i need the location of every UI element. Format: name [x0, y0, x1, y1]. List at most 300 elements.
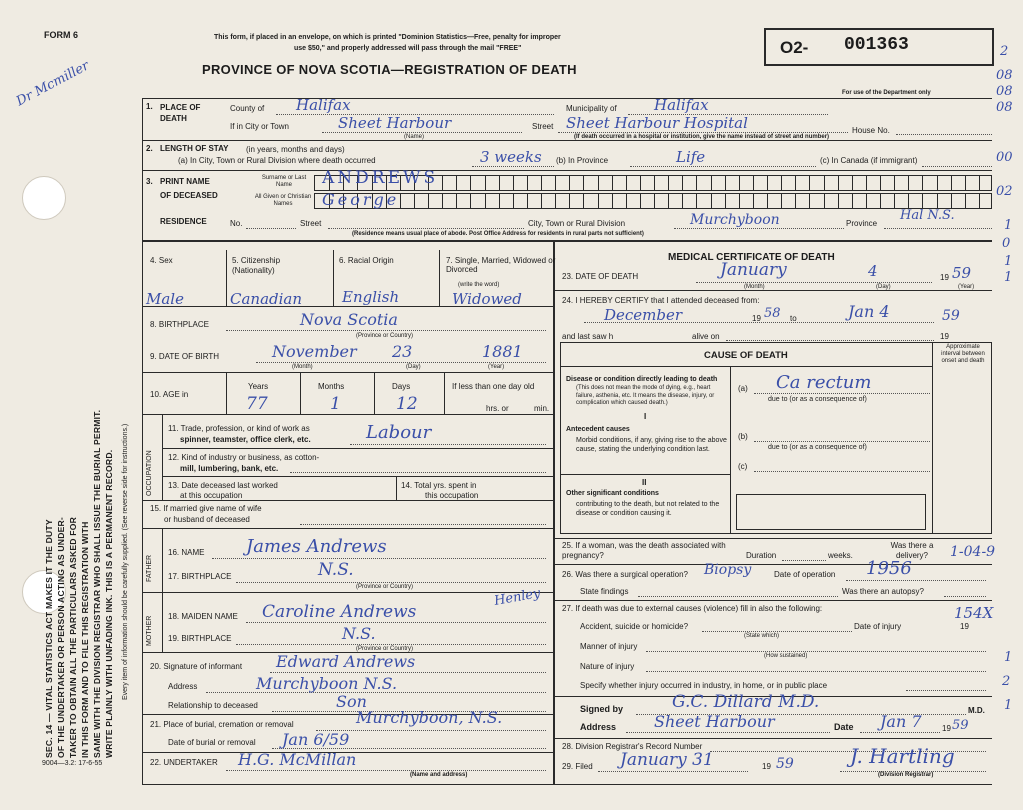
rule	[333, 250, 334, 306]
roman-i: I	[644, 412, 647, 421]
letter-cell-divider	[400, 194, 401, 208]
letter-cell-divider	[739, 176, 740, 190]
letter-cell-divider	[908, 176, 909, 190]
letter-cell-divider	[725, 176, 726, 190]
filed-value: January 31	[620, 750, 714, 770]
sig-address-value: Sheet Harbour	[654, 712, 775, 731]
months-label: Months	[318, 382, 345, 391]
letter-cell-divider	[640, 176, 641, 190]
notice-line-2: use $50," and properly addressed will pass through the mail "FREE"	[294, 45, 522, 52]
d24-to: Jan 4	[848, 302, 890, 321]
rule	[553, 538, 992, 539]
letter-cell-divider	[583, 176, 584, 190]
given-label: All Given or Christian Names	[254, 194, 312, 207]
letter-cell-divider	[527, 176, 528, 190]
dob-month-sub: (Month)	[292, 364, 313, 370]
registrar-sub: (Division Registrar)	[878, 772, 934, 778]
informant-sig-label: 20. Signature of informant	[150, 662, 243, 671]
rule	[350, 444, 546, 445]
occupation-side: OCCUPATION	[146, 450, 153, 496]
rule	[270, 672, 546, 673]
rule	[162, 448, 553, 449]
stay-label: LENGTH OF STAY	[160, 144, 229, 153]
weeks-label: weeks.	[828, 551, 853, 560]
rule	[598, 771, 748, 772]
injury-date-label: Date of injury	[854, 622, 902, 631]
letter-cell-divider	[456, 176, 457, 190]
citizenship-label: 5. Citizenship (Nationality)	[232, 256, 281, 275]
rule	[142, 414, 553, 415]
name-sub: (Name)	[404, 134, 425, 140]
lessday-label: If less than one day old	[452, 382, 535, 391]
letter-cell-divider	[880, 176, 881, 190]
trade-label: 11. Trade, profession, or kind of work as	[168, 424, 310, 433]
filed-yr: 59	[776, 756, 794, 772]
rule	[560, 366, 932, 367]
rule	[726, 340, 934, 341]
residence-city-label: City, Town or Rural Division	[528, 219, 626, 228]
stay-b-value: Life	[676, 148, 706, 166]
letter-cell-divider	[569, 194, 570, 208]
rule	[696, 282, 932, 283]
sig-date-label: Date	[834, 722, 854, 732]
accident-label: Accident, suicide or homicide?	[580, 622, 689, 631]
letter-cell-divider	[583, 194, 584, 208]
d24-from-yr-pre: 19	[752, 314, 761, 323]
rule	[142, 170, 992, 171]
rule	[626, 732, 830, 733]
d24-to-label: to	[790, 314, 797, 323]
deceased-num: 3.	[146, 177, 153, 186]
punch-hole-top	[22, 176, 66, 220]
birthplace-value: Nova Scotia	[300, 310, 398, 329]
letter-cell-divider	[513, 194, 514, 208]
d24-from: December	[604, 306, 683, 324]
rule	[754, 441, 930, 442]
rule	[142, 500, 553, 501]
injury-yr: 19	[960, 622, 969, 631]
marital-sub: (write the word)	[458, 282, 500, 288]
residence-street-label: Street	[300, 219, 322, 228]
dateop-value: 1956	[866, 558, 912, 579]
side-code-handwritten: Dr Mcmiller	[14, 58, 92, 110]
cause-a-label: (a)	[738, 384, 748, 393]
letter-cell-divider	[937, 176, 938, 190]
letter-cell-divider	[612, 194, 613, 208]
letter-cell-divider	[527, 194, 528, 208]
letter-cell-divider	[513, 176, 514, 190]
marital-label: 7. Single, Married, Widowed or Divorced	[446, 256, 556, 274]
d23-month-sub: (Month)	[744, 284, 765, 290]
street-label: Street	[532, 122, 554, 131]
city-value: Sheet Harbour	[338, 114, 452, 132]
last-saw-label: and last saw h	[562, 332, 614, 341]
specify-label: Specify whether injury occurred in industry, in home, or in public place	[580, 681, 828, 690]
sidebar-line-3: TAKER TO OBTAIN ALL THE PARTICULARS ASKED FOR	[68, 516, 78, 758]
dob-month: November	[272, 342, 357, 361]
municipality-label: Municipality of	[566, 104, 617, 113]
letter-cell-divider	[626, 194, 627, 208]
rule	[142, 240, 992, 242]
manner-label: Manner of injury	[580, 642, 638, 651]
rule	[142, 528, 553, 529]
letter-cell-divider	[979, 176, 980, 190]
rule	[142, 592, 553, 593]
rule	[162, 476, 553, 477]
birthplace-label: 8. BIRTHPLACE	[150, 320, 209, 329]
rule	[246, 228, 296, 229]
residence-province-label: Province	[846, 219, 878, 228]
letter-cell-divider	[654, 194, 655, 208]
stay-num: 2.	[146, 144, 153, 153]
industry-label-2: mill, lumbering, bank, etc.	[180, 464, 279, 473]
letter-cell-divider	[640, 194, 641, 208]
d23-label: 23. DATE OF DEATH	[562, 272, 639, 281]
sex-label: 4. Sex	[150, 256, 173, 265]
residence-label: RESIDENCE	[160, 217, 207, 226]
place-label: PLACE OF DEATH	[160, 103, 201, 123]
medical-title: MEDICAL CERTIFICATE OF DEATH	[668, 252, 835, 263]
rule	[212, 558, 546, 559]
rule	[162, 528, 163, 652]
other-label: Other significant conditions	[566, 490, 659, 497]
months-value: 1	[330, 394, 341, 414]
letter-cell-divider	[795, 194, 796, 208]
racial-label: 6. Racial Origin	[339, 256, 394, 265]
sig-date-yr: 59	[952, 718, 969, 733]
sidebar-line-4: IN THIS FORM AND TO FILE THIS REGISTRATION WITH	[80, 521, 90, 758]
letter-cell-divider	[711, 194, 712, 208]
letter-cell-divider	[555, 194, 556, 208]
rule	[328, 228, 524, 229]
letter-cell-divider	[894, 194, 895, 208]
rule	[884, 228, 992, 229]
father-birth-sub: (Province or Country)	[356, 584, 414, 590]
rule	[896, 134, 992, 135]
given-grid	[314, 193, 992, 209]
sidebar-line-6: SAME WITH THE DIVISION REGISTRAR WHO SHALL ISSUE THE BURIAL PERMIT.	[92, 409, 102, 758]
mother-name-extra: Henley	[493, 586, 542, 609]
rule	[396, 476, 397, 500]
reg-prefix: O2-	[780, 38, 809, 57]
rule	[553, 564, 992, 565]
letter-cell-divider	[753, 176, 754, 190]
letter-cell-divider	[809, 194, 810, 208]
signed-value: G.C. Dillard M.D.	[672, 692, 820, 712]
rule	[553, 600, 992, 601]
rule	[444, 372, 445, 414]
margin-code: 1	[1004, 254, 1013, 269]
father-name-label: 16. NAME	[168, 548, 205, 557]
municipality-value: Halifax	[654, 96, 709, 114]
rule	[553, 240, 555, 784]
informant-address-label: Address	[168, 682, 198, 691]
days-label: Days	[392, 382, 411, 391]
md-label: M.D.	[968, 706, 985, 715]
letter-cell-divider	[470, 176, 471, 190]
autopsy-label: Was there an autopsy?	[842, 587, 924, 596]
letter-cell-divider	[838, 194, 839, 208]
cause-title: CAUSE OF DEATH	[704, 350, 788, 361]
letter-cell-divider	[866, 176, 867, 190]
other-note: contributing to the death, but not related to the disease or condition causing it.	[576, 501, 720, 517]
letter-cell-divider	[937, 194, 938, 208]
stay-sub: (in years, months and days)	[246, 145, 345, 154]
letter-cell-divider	[612, 176, 613, 190]
margin-code: 154X	[954, 604, 994, 622]
informant-address-value: Murchyboon N.S.	[256, 674, 398, 693]
antecedent-note: Morbid conditions, if any, giving rise to the above cause, stating the underlying condition last.	[576, 437, 727, 453]
rule	[754, 471, 930, 472]
sidebar-line-2: OF THE UNDERTAKER OR PERSON ACTING AS UNDER-	[56, 517, 66, 758]
years-value: 77	[246, 394, 268, 414]
rule	[142, 372, 553, 373]
years-label: Years	[248, 382, 269, 391]
letter-cell-divider	[739, 194, 740, 208]
rule	[674, 228, 844, 229]
rule	[906, 690, 986, 691]
d23-day: 4	[868, 262, 878, 280]
letter-cell-divider	[894, 176, 895, 190]
letter-cell-divider	[470, 194, 471, 208]
trade-value: Labour	[366, 422, 432, 443]
signed-label: Signed by	[580, 704, 624, 714]
letter-cell-divider	[880, 194, 881, 208]
letter-cell-divider	[852, 176, 853, 190]
sig-date-yr-pre: 19	[942, 724, 951, 733]
rule	[226, 770, 546, 771]
letter-cell-divider	[598, 176, 599, 190]
margin-code: 08	[996, 100, 1013, 115]
letter-cell-divider	[979, 194, 980, 208]
residence-province-value: Hal N.S.	[900, 208, 955, 223]
how-sub: (How sustained)	[764, 653, 808, 659]
d28-label: 28. Division Registrar's Record Number	[562, 742, 703, 751]
letter-cell-divider	[951, 176, 952, 190]
letter-cell-divider	[922, 194, 923, 208]
rule	[860, 732, 940, 733]
d23-month: January	[720, 260, 787, 280]
mother-birth-value: N.S.	[342, 624, 376, 643]
rule	[142, 98, 143, 784]
letter-cell-divider	[781, 194, 782, 208]
stay-a-value: 3 weeks	[480, 148, 542, 166]
undertaker-sub: (Name and address)	[410, 772, 468, 778]
rule	[553, 290, 992, 291]
racial-value: English	[342, 288, 400, 306]
other-field	[736, 494, 926, 530]
letter-cell-divider	[485, 176, 486, 190]
dob-day: 23	[392, 342, 413, 361]
rule	[584, 322, 934, 323]
sidebar-line-8: Every item of information should be carefully supplied. (See reverse side for instructions.)	[122, 423, 129, 700]
registrar-signature: J. Hartling	[850, 744, 955, 768]
dob-year-sub: (Year)	[488, 364, 505, 370]
notice-line-1: This form, if placed in an envelope, on which is printed "Dominion Statistics—Free, penalty for improper	[214, 34, 561, 41]
margin-code: 00	[996, 150, 1013, 165]
d29-label: 29. Filed	[562, 762, 593, 771]
letter-cell-divider	[908, 194, 909, 208]
surname-value: ANDREWS	[322, 168, 439, 188]
letter-cell-divider	[824, 194, 825, 208]
wife-label: 15. If married give name of wife	[150, 504, 262, 513]
rule	[226, 372, 227, 414]
letter-cell-divider	[541, 194, 542, 208]
mother-name-label: 18. MAIDEN NAME	[168, 612, 238, 621]
letter-cell-divider	[696, 194, 697, 208]
findings-label: State findings	[580, 587, 629, 596]
sidebar-line-7: WRITE PLAINLY WITH UNFADING INK. THIS IS A PERMANENT RECORD.	[104, 449, 114, 758]
dob-year: 1881	[482, 342, 523, 361]
print-code: 9004—3.2: 17-6-55	[42, 760, 103, 767]
d23-year-sub: (Year)	[958, 284, 975, 290]
citizenship-value: Canadian	[230, 290, 303, 308]
mother-birth-label: 19. BIRTHPLACE	[168, 634, 232, 643]
sidebar-line-1: SEC. 14 — VITAL STATISTICS ACT MAKES IT THE DUTY	[44, 519, 54, 758]
letter-cell-divider	[767, 194, 768, 208]
county-value: Halifax	[296, 96, 351, 114]
trade-label-2: spinner, teamster, office clerk, etc.	[180, 435, 311, 444]
hrs-label: hrs. or	[486, 404, 509, 413]
letter-cell-divider	[725, 194, 726, 208]
letter-cell-divider	[795, 176, 796, 190]
residence-city-value: Murchyboon	[690, 212, 780, 228]
street-value: Sheet Harbour Hospital	[566, 114, 748, 132]
margin-code: 08	[996, 84, 1013, 99]
rule	[142, 784, 992, 785]
lastworked-label: 13. Date deceased last worked	[168, 481, 278, 490]
rule	[439, 250, 440, 306]
rule	[944, 596, 986, 597]
d23-year-pre: 19	[940, 273, 949, 282]
stay-c-label: (c) In Canada (if immigrant)	[820, 156, 918, 165]
d24-label: 24. I HEREBY CERTIFY that I attended deceased from:	[562, 296, 760, 305]
dob-day-sub: (Day)	[406, 364, 421, 370]
rule	[162, 414, 163, 500]
rule	[558, 132, 848, 133]
rule	[472, 166, 554, 167]
rule	[236, 644, 546, 645]
d24-to-yr: 59	[942, 308, 960, 324]
margin-code: 0	[1002, 236, 1011, 251]
d26-label: 26. Was there a surgical operation?	[562, 570, 688, 579]
disease-label: Disease or condition directly leading to death	[566, 376, 718, 383]
birthplace-sub: (Province or Country)	[356, 333, 414, 339]
letter-cell-divider	[499, 176, 500, 190]
d25-label: 25. If a woman, was the death associated with pregnancy?	[562, 541, 726, 560]
interval-label: Approximate interval between onset and death	[941, 344, 985, 364]
letter-cell-divider	[456, 194, 457, 208]
burial-date-label: Date of burial or removal	[168, 738, 256, 747]
rule	[226, 250, 227, 306]
roman-ii: II	[642, 478, 647, 487]
father-side: FATHER	[146, 554, 153, 582]
county-label: County of	[230, 104, 265, 113]
letter-cell-divider	[965, 176, 966, 190]
totalyrs-label-2: this occupation	[425, 491, 479, 500]
margin-code: 1	[1004, 270, 1013, 285]
cause-c-label: (c)	[738, 462, 748, 471]
letter-cell-divider	[668, 194, 669, 208]
letter-cell-divider	[598, 194, 599, 208]
rule	[730, 366, 731, 534]
cause-b-label: (b)	[738, 432, 748, 441]
letter-cell-divider	[428, 194, 429, 208]
rule	[638, 596, 838, 597]
letter-cell-divider	[485, 194, 486, 208]
letter-cell-divider	[555, 176, 556, 190]
father-name-value: James Andrews	[246, 536, 387, 557]
letter-cell-divider	[414, 194, 415, 208]
margin-code: 08	[996, 68, 1013, 83]
alive-yr: 19	[940, 332, 949, 341]
rule	[300, 524, 546, 525]
d23-year: 59	[952, 264, 972, 282]
burial-place-value: Murchyboon, N.S.	[356, 708, 503, 727]
rule	[922, 166, 992, 167]
letter-cell-divider	[569, 176, 570, 190]
rule	[256, 362, 546, 363]
mother-name-value: Caroline Andrews	[262, 602, 417, 622]
totalyrs-label: 14. Total yrs. spent in	[401, 481, 477, 490]
informant-rel-label: Relationship to deceased	[168, 701, 258, 710]
undertaker-value: H.G. McMillan	[238, 750, 357, 769]
margin-code: 2	[1000, 44, 1009, 59]
letter-cell-divider	[696, 176, 697, 190]
letter-cell-divider	[781, 176, 782, 190]
rule	[236, 582, 546, 583]
burial-date-value: Jan 6/59	[282, 730, 350, 749]
letter-cell-divider	[866, 194, 867, 208]
dateop-label: Date of operation	[774, 570, 836, 579]
rule	[646, 671, 986, 672]
duration-label: Duration	[746, 551, 777, 560]
rule	[142, 98, 992, 99]
rule	[702, 631, 852, 632]
d24-from-yr: 58	[764, 306, 781, 321]
form-title: PROVINCE OF NOVA SCOTIA—REGISTRATION OF DEATH	[202, 62, 577, 77]
mother-birth-sub: (Province or Country)	[356, 646, 414, 652]
filed-yr-pre: 19	[762, 762, 771, 771]
undertaker-label: 22. UNDERTAKER	[150, 758, 218, 767]
city-label: If in City or Town	[230, 122, 289, 131]
margin-code: 1	[1004, 650, 1013, 665]
rule	[142, 306, 553, 307]
deceased-label-2: OF DECEASED	[160, 191, 218, 200]
surname-label: Surname or Last Name	[261, 175, 307, 188]
min-label: min.	[534, 404, 550, 413]
rule	[560, 474, 730, 475]
informant-sig-value: Edward Andrews	[276, 652, 416, 671]
letter-cell-divider	[767, 176, 768, 190]
place-num: 1.	[146, 102, 153, 111]
letter-cell-divider	[951, 194, 952, 208]
industry-label: 12. Kind of industry or business, as cotton-	[168, 453, 320, 462]
days-value: 12	[396, 394, 418, 414]
residence-note: (Residence means usual place of abode. Post Office Address for residents in rural parts not sufficient)	[352, 231, 644, 237]
stay-b-label: (b) In Province	[556, 156, 609, 165]
rule	[932, 342, 933, 534]
rule	[246, 622, 546, 623]
sig-date-value: Jan 7	[880, 712, 922, 731]
disease-note: (This does not mean the mode of dying, e.g., heart failure, asthenia, etc. It means the disease, injury, or complication which caused death.)	[576, 385, 715, 406]
father-birth-value: N.S.	[318, 560, 354, 580]
d27-label: 27. If death was due to external causes (violence) fill in also the following:	[562, 604, 823, 613]
sex-value: Male	[146, 290, 184, 308]
letter-cell-divider	[626, 176, 627, 190]
letter-cell-divider	[711, 176, 712, 190]
letter-cell-divider	[682, 194, 683, 208]
